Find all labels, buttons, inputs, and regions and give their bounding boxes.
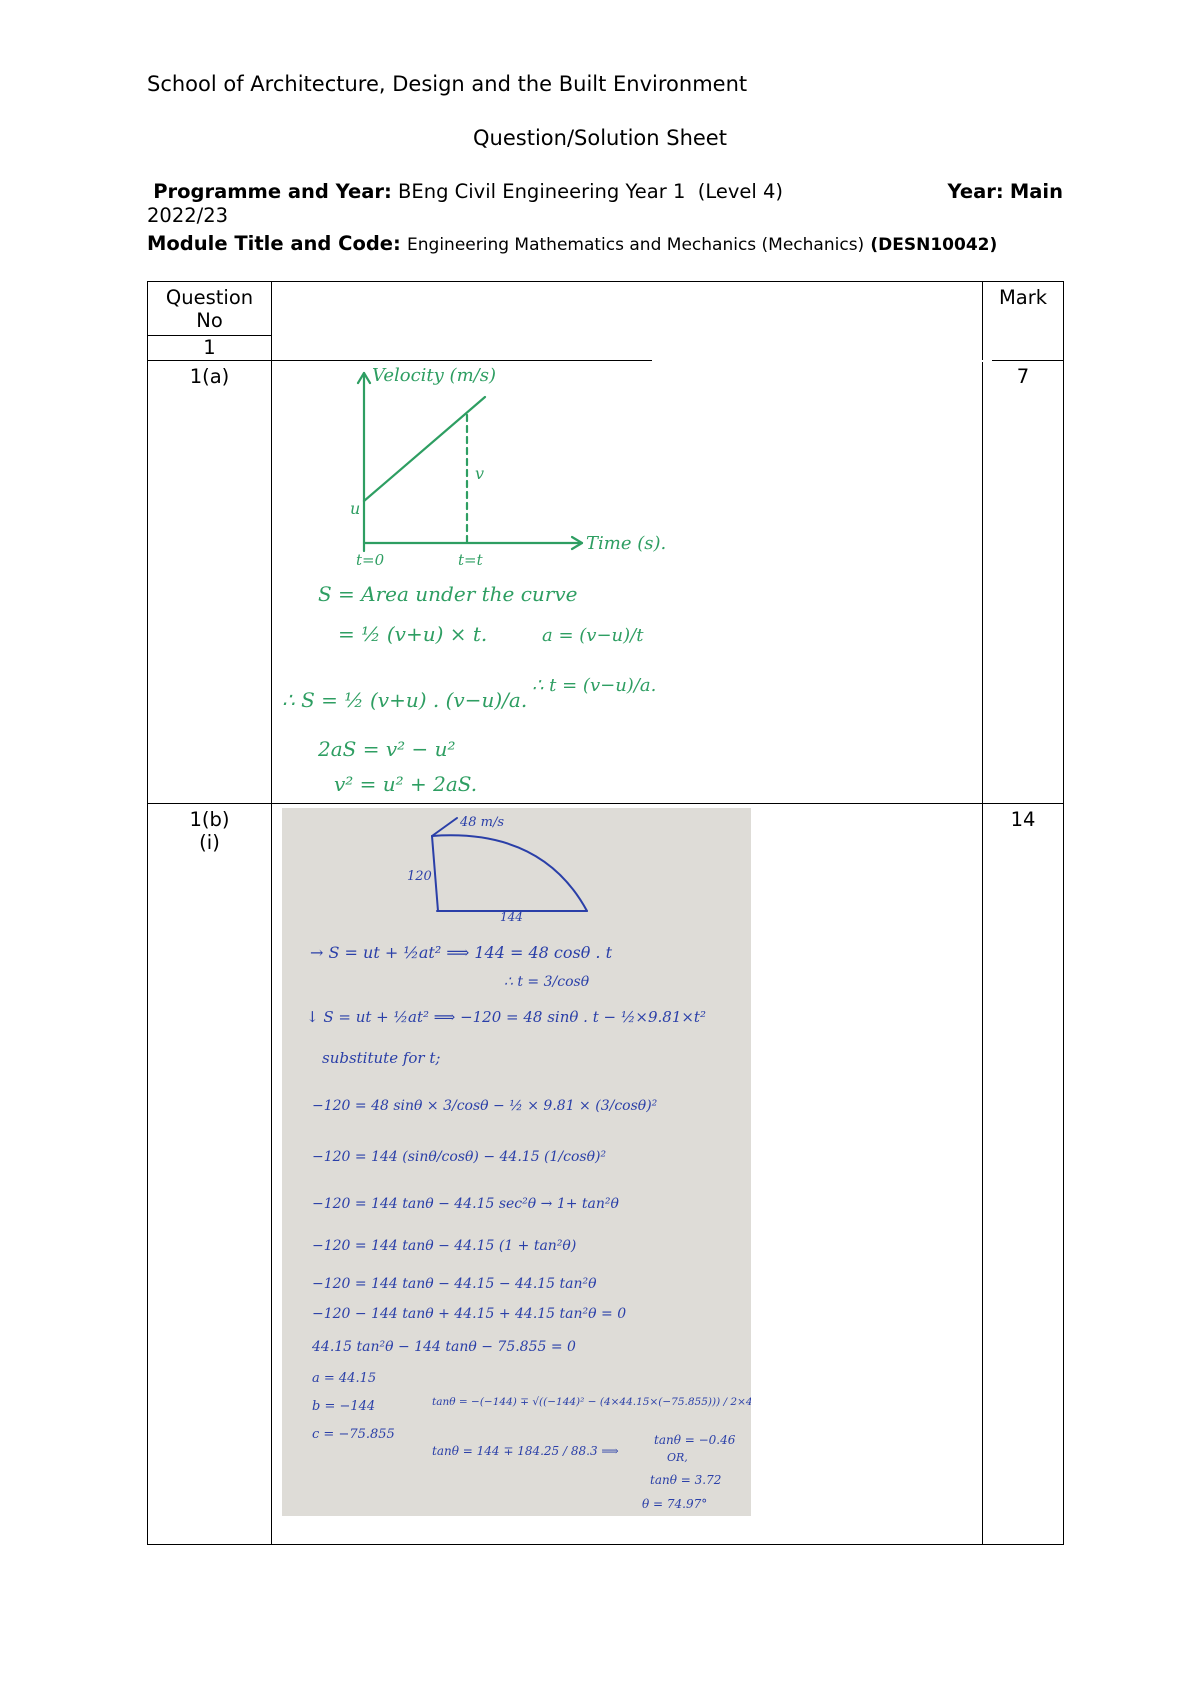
b-vel-label: 48 m/s xyxy=(460,815,505,830)
b-line-10: −120 − 144 tanθ + 44.15 + 44.15 tan²θ = 0 xyxy=(312,1306,627,1322)
module-code: (DESN10042) xyxy=(870,235,998,255)
q1a-cell xyxy=(148,361,272,804)
a-line-7: v² = u² + 2aS. xyxy=(334,772,478,796)
b-line-16: tanθ = 144 ∓ 184.25 / 88.3 ⟹ xyxy=(432,1444,619,1458)
b-dist-label: 144 xyxy=(500,910,523,924)
header-blank-cell xyxy=(272,282,983,361)
b-line-5: −120 = 48 sinθ × 3/cosθ − ½ × 9.81 × (3/cosθ)² xyxy=(312,1098,658,1114)
b-line-8: −120 = 144 tanθ − 44.15 (1 + tan²θ) xyxy=(312,1238,577,1254)
year-field xyxy=(948,180,1063,204)
u-label: u xyxy=(350,499,361,518)
b-line-3: ↓ S = ut + ½at² ⟹ −120 = 48 sinθ . t − ½×9.81×t² xyxy=(306,1008,706,1026)
programme-value: BEng Civil Engineering Year 1 (Level 4) xyxy=(398,180,784,203)
b-line-4: substitute for t; xyxy=(322,1049,441,1067)
a-line-1: S = Area under the curve xyxy=(318,582,578,606)
axis-y-label: Velocity (m/s) xyxy=(372,365,496,386)
q1bi-answer-cell xyxy=(272,804,983,1545)
a-line-4: ∴ t = (v−u)/a. xyxy=(532,675,657,696)
b-line-12: a = 44.15 xyxy=(312,1371,377,1386)
header-mark-cell xyxy=(983,282,1064,361)
module-value: Engineering Mathematics and Mechanics (Mechanics) xyxy=(407,235,865,255)
q1bi-photo xyxy=(282,808,751,1516)
q1a-mark: 7 xyxy=(1016,365,1030,388)
question-table xyxy=(147,281,1064,1545)
b-line-6: −120 = 144 (sinθ/cosθ) − 44.15 (1/cosθ)² xyxy=(312,1149,607,1165)
v-label: v xyxy=(475,464,485,483)
school-title: School of Architecture, Design and the Built Environment xyxy=(147,72,748,96)
q1b-label: 1(b) xyxy=(189,808,230,831)
q-number-cell xyxy=(148,336,272,361)
b-line-18: OR, xyxy=(667,1451,688,1464)
b-line-15: tanθ = −(−144) ∓ √((−144)² − (4×44.15×(−75.855))) / 2×44.15 xyxy=(432,1396,751,1408)
a-line-5: ∴ S = ½ (v+u) . (v−u)/a. xyxy=(282,688,528,712)
tt-label: t=t xyxy=(458,551,483,569)
q1bi-mark-cell xyxy=(983,804,1064,1545)
b-line-11: 44.15 tan²θ − 144 tanθ − 75.855 = 0 xyxy=(312,1339,576,1355)
b-line-13: b = −144 xyxy=(312,1399,376,1414)
q1a-label: 1(a) xyxy=(189,365,230,388)
b-height-label: 120 xyxy=(407,869,432,884)
programme-label: Programme and Year: xyxy=(153,180,392,203)
axis-x-label: Time (s). xyxy=(586,533,667,554)
col-question-label: Question xyxy=(165,286,254,309)
year-label: Year: xyxy=(947,180,1004,203)
b-line-7: −120 = 144 tanθ − 44.15 sec²θ → 1+ tan²θ xyxy=(312,1196,619,1212)
q1a-mark-cell xyxy=(983,361,1064,804)
b-line-2: ∴ t = 3/cosθ xyxy=(504,974,590,990)
col-mark-label: Mark xyxy=(998,286,1048,309)
q1bi-handwritten-answer xyxy=(282,808,751,1516)
module-line xyxy=(147,232,997,255)
q1a-handwritten-answer xyxy=(272,361,986,799)
year-value: Main xyxy=(1009,180,1063,203)
a-line-2: = ½ (v+u) × t. xyxy=(338,622,488,646)
b-line-14: c = −75.855 xyxy=(312,1427,395,1442)
b-line-17: tanθ = −0.46 xyxy=(654,1433,736,1447)
q1a-answer-cell xyxy=(272,361,983,804)
a-line-3: a = (v−u)/t xyxy=(542,625,644,646)
header-question-cell xyxy=(148,282,272,336)
q1bi-label: (i) xyxy=(199,831,220,854)
year-continuation: 2022/23 xyxy=(147,204,229,227)
q1bi-mark: 14 xyxy=(1010,808,1036,831)
b-line-1: → S = ut + ½at² ⟹ 144 = 48 cosθ . t xyxy=(310,943,613,962)
q-number: 1 xyxy=(203,336,216,359)
b-line-9: −120 = 144 tanθ − 44.15 − 44.15 tan²θ xyxy=(312,1276,597,1292)
programme-line xyxy=(147,180,1063,228)
b-line-20: θ = 74.97° xyxy=(642,1497,708,1511)
col-no-label: No xyxy=(196,309,223,332)
t0-label: t=0 xyxy=(356,551,385,569)
sheet-title: Question/Solution Sheet xyxy=(473,126,727,150)
module-label: Module Title and Code: xyxy=(147,232,401,255)
q1bi-cell xyxy=(148,804,272,1545)
b-line-19: tanθ = 3.72 xyxy=(650,1473,722,1487)
a-line-6: 2aS = v² − u² xyxy=(318,737,456,761)
